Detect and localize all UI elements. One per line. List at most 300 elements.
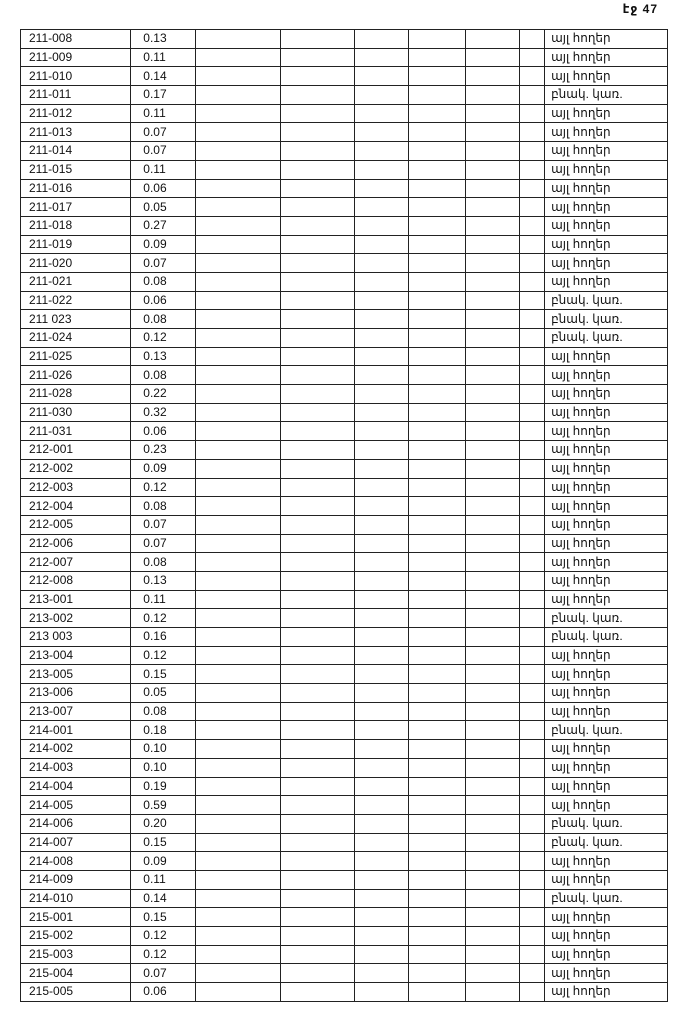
empty-cell — [466, 889, 520, 908]
empty-cell — [196, 478, 281, 497]
empty-cell — [466, 702, 520, 721]
empty-cell — [466, 86, 520, 105]
empty-cell — [281, 67, 355, 86]
empty-cell — [196, 777, 281, 796]
parcel-area-cell: 0.06 — [131, 179, 196, 198]
empty-cell — [466, 497, 520, 516]
empty-cell — [408, 142, 466, 161]
empty-cell — [354, 590, 408, 609]
land-use-cell: այլ հողեր — [545, 478, 668, 497]
land-use-cell: այլ հողեր — [545, 179, 668, 198]
empty-cell — [281, 758, 355, 777]
land-use-cell: բնակ. կառ. — [545, 833, 668, 852]
empty-cell — [196, 758, 281, 777]
empty-cell — [466, 571, 520, 590]
parcel-area-cell: 0.14 — [131, 67, 196, 86]
empty-cell — [466, 478, 520, 497]
land-use-cell: այլ հողեր — [545, 104, 668, 123]
empty-cell — [354, 441, 408, 460]
empty-cell — [408, 609, 466, 628]
empty-cell — [408, 702, 466, 721]
empty-cell — [466, 104, 520, 123]
table-row — [21, 721, 668, 740]
empty-cell — [354, 796, 408, 815]
empty-cell — [196, 310, 281, 329]
empty-cell — [281, 48, 355, 67]
empty-cell — [196, 422, 281, 441]
parcel-area-cell: 0.12 — [131, 945, 196, 964]
parcel-code-cell: 211 023 — [21, 310, 131, 329]
empty-cell — [408, 403, 466, 422]
table-row — [21, 366, 668, 385]
parcel-area-cell: 0.08 — [131, 702, 196, 721]
land-use-cell: այլ հողեր — [545, 160, 668, 179]
land-use-cell: այլ հողեր — [545, 740, 668, 759]
parcel-area-cell: 0.08 — [131, 366, 196, 385]
empty-cell — [408, 272, 466, 291]
land-use-cell: այլ հողեր — [545, 796, 668, 815]
empty-cell — [466, 347, 520, 366]
empty-cell — [466, 329, 520, 348]
empty-cell — [466, 665, 520, 684]
empty-cell — [408, 104, 466, 123]
parcel-code-cell: 211-020 — [21, 254, 131, 273]
empty-cell — [519, 665, 544, 684]
parcel-code-cell: 214-007 — [21, 833, 131, 852]
empty-cell — [281, 422, 355, 441]
empty-cell — [281, 833, 355, 852]
land-use-cell: բնակ. կառ. — [545, 721, 668, 740]
empty-cell — [281, 609, 355, 628]
empty-cell — [354, 665, 408, 684]
empty-cell — [281, 86, 355, 105]
empty-cell — [466, 179, 520, 198]
empty-cell — [519, 160, 544, 179]
empty-cell — [354, 179, 408, 198]
empty-cell — [519, 534, 544, 553]
empty-cell — [466, 646, 520, 665]
empty-cell — [354, 235, 408, 254]
empty-cell — [466, 758, 520, 777]
empty-cell — [466, 160, 520, 179]
empty-cell — [196, 347, 281, 366]
empty-cell — [196, 833, 281, 852]
empty-cell — [408, 814, 466, 833]
empty-cell — [354, 478, 408, 497]
table-row — [21, 216, 668, 235]
empty-cell — [281, 347, 355, 366]
empty-cell — [354, 403, 408, 422]
empty-cell — [281, 216, 355, 235]
empty-cell — [281, 459, 355, 478]
empty-cell — [196, 123, 281, 142]
parcel-area-cell: 0.07 — [131, 534, 196, 553]
empty-cell — [408, 571, 466, 590]
table-row — [21, 422, 668, 441]
empty-cell — [466, 796, 520, 815]
parcel-code-cell: 211-012 — [21, 104, 131, 123]
empty-cell — [354, 366, 408, 385]
parcel-area-cell: 0.15 — [131, 908, 196, 927]
empty-cell — [408, 964, 466, 983]
empty-cell — [196, 684, 281, 703]
table-row — [21, 628, 668, 647]
table-row — [21, 777, 668, 796]
empty-cell — [519, 123, 544, 142]
land-use-cell: այլ հողեր — [545, 515, 668, 534]
land-use-cell: այլ հողեր — [545, 198, 668, 217]
parcel-code-cell: 211-008 — [21, 30, 131, 49]
land-use-cell: այլ հողեր — [545, 983, 668, 1002]
table-row — [21, 123, 668, 142]
empty-cell — [519, 833, 544, 852]
empty-cell — [519, 497, 544, 516]
empty-cell — [408, 852, 466, 871]
empty-cell — [354, 142, 408, 161]
table-row — [21, 291, 668, 310]
empty-cell — [466, 216, 520, 235]
table-row — [21, 441, 668, 460]
empty-cell — [466, 777, 520, 796]
parcel-area-cell: 0.07 — [131, 142, 196, 161]
land-use-cell: այլ հողեր — [545, 385, 668, 404]
parcel-code-cell: 214-003 — [21, 758, 131, 777]
empty-cell — [281, 104, 355, 123]
parcel-code-cell: 211-028 — [21, 385, 131, 404]
empty-cell — [196, 814, 281, 833]
empty-cell — [281, 628, 355, 647]
empty-cell — [519, 590, 544, 609]
parcel-code-cell: 213-007 — [21, 702, 131, 721]
land-use-cell: բնակ. կառ. — [545, 814, 668, 833]
empty-cell — [196, 497, 281, 516]
empty-cell — [354, 721, 408, 740]
empty-cell — [408, 366, 466, 385]
table-row — [21, 48, 668, 67]
table-row — [21, 459, 668, 478]
empty-cell — [281, 310, 355, 329]
parcel-code-cell: 211-019 — [21, 235, 131, 254]
empty-cell — [519, 179, 544, 198]
empty-cell — [354, 104, 408, 123]
empty-cell — [196, 254, 281, 273]
land-use-cell: այլ հողեր — [545, 366, 668, 385]
empty-cell — [196, 291, 281, 310]
empty-cell — [408, 665, 466, 684]
table-row — [21, 964, 668, 983]
empty-cell — [196, 590, 281, 609]
land-use-cell: բնակ. կառ. — [545, 329, 668, 348]
land-use-cell: այլ հողեր — [545, 945, 668, 964]
land-use-cell: այլ հողեր — [545, 852, 668, 871]
empty-cell — [196, 852, 281, 871]
empty-cell — [281, 553, 355, 572]
land-use-cell: այլ հողեր — [545, 684, 668, 703]
parcel-code-cell: 212-005 — [21, 515, 131, 534]
empty-cell — [408, 684, 466, 703]
empty-cell — [466, 123, 520, 142]
parcel-area-cell: 0.12 — [131, 478, 196, 497]
empty-cell — [281, 123, 355, 142]
parcel-area-cell: 0.20 — [131, 814, 196, 833]
land-use-cell: այլ հողեր — [545, 646, 668, 665]
empty-cell — [354, 740, 408, 759]
empty-cell — [466, 534, 520, 553]
empty-cell — [354, 777, 408, 796]
empty-cell — [519, 852, 544, 871]
empty-cell — [519, 30, 544, 49]
empty-cell — [519, 571, 544, 590]
parcel-code-cell: 211-024 — [21, 329, 131, 348]
empty-cell — [196, 403, 281, 422]
empty-cell — [281, 571, 355, 590]
table-row — [21, 702, 668, 721]
table-row — [21, 927, 668, 946]
empty-cell — [196, 235, 281, 254]
empty-cell — [519, 403, 544, 422]
parcel-code-cell: 211-013 — [21, 123, 131, 142]
empty-cell — [466, 852, 520, 871]
empty-cell — [354, 908, 408, 927]
empty-cell — [466, 628, 520, 647]
empty-cell — [354, 347, 408, 366]
empty-cell — [281, 179, 355, 198]
empty-cell — [281, 684, 355, 703]
table-row — [21, 945, 668, 964]
land-use-cell: այլ հողեր — [545, 216, 668, 235]
empty-cell — [281, 740, 355, 759]
table-row — [21, 86, 668, 105]
parcel-code-cell: 211-031 — [21, 422, 131, 441]
table-row — [21, 534, 668, 553]
table-row — [21, 796, 668, 815]
table-row — [21, 515, 668, 534]
empty-cell — [519, 702, 544, 721]
land-use-cell: այլ հողեր — [545, 590, 668, 609]
parcel-code-cell: 211-016 — [21, 179, 131, 198]
empty-cell — [196, 366, 281, 385]
parcel-area-cell: 0.07 — [131, 515, 196, 534]
parcel-area-cell: 0.06 — [131, 983, 196, 1002]
parcel-code-cell: 214-004 — [21, 777, 131, 796]
parcel-area-cell: 0.15 — [131, 833, 196, 852]
empty-cell — [354, 945, 408, 964]
empty-cell — [466, 198, 520, 217]
parcel-area-cell: 0.15 — [131, 665, 196, 684]
empty-cell — [196, 740, 281, 759]
empty-cell — [281, 852, 355, 871]
land-use-cell: այլ հողեր — [545, 571, 668, 590]
empty-cell — [519, 441, 544, 460]
empty-cell — [519, 235, 544, 254]
parcel-area-cell: 0.06 — [131, 291, 196, 310]
empty-cell — [196, 329, 281, 348]
parcel-area-cell: 0.05 — [131, 198, 196, 217]
parcel-code-cell: 212-007 — [21, 553, 131, 572]
empty-cell — [408, 385, 466, 404]
empty-cell — [281, 235, 355, 254]
parcel-code-cell: 211-009 — [21, 48, 131, 67]
empty-cell — [519, 870, 544, 889]
empty-cell — [466, 67, 520, 86]
empty-cell — [354, 254, 408, 273]
empty-cell — [519, 422, 544, 441]
parcel-code-cell: 214-006 — [21, 814, 131, 833]
empty-cell — [196, 665, 281, 684]
parcel-area-cell: 0.12 — [131, 927, 196, 946]
empty-cell — [196, 30, 281, 49]
empty-cell — [281, 329, 355, 348]
empty-cell — [466, 590, 520, 609]
empty-cell — [408, 160, 466, 179]
empty-cell — [281, 142, 355, 161]
empty-cell — [196, 179, 281, 198]
empty-cell — [519, 927, 544, 946]
table-row — [21, 235, 668, 254]
empty-cell — [196, 889, 281, 908]
land-use-cell: այլ հողեր — [545, 441, 668, 460]
empty-cell — [466, 459, 520, 478]
empty-cell — [519, 796, 544, 815]
empty-cell — [281, 702, 355, 721]
empty-cell — [519, 684, 544, 703]
empty-cell — [466, 945, 520, 964]
table-row — [21, 814, 668, 833]
parcel-code-cell: 212-008 — [21, 571, 131, 590]
empty-cell — [519, 721, 544, 740]
empty-cell — [519, 329, 544, 348]
parcel-area-cell: 0.09 — [131, 235, 196, 254]
parcel-area-cell: 0.12 — [131, 609, 196, 628]
land-use-cell: այլ հողեր — [545, 254, 668, 273]
empty-cell — [354, 646, 408, 665]
parcel-area-cell: 0.11 — [131, 48, 196, 67]
empty-cell — [519, 366, 544, 385]
empty-cell — [354, 870, 408, 889]
empty-cell — [408, 796, 466, 815]
land-use-cell: այլ հողեր — [545, 30, 668, 49]
empty-cell — [466, 235, 520, 254]
empty-cell — [408, 515, 466, 534]
empty-cell — [408, 590, 466, 609]
empty-cell — [354, 329, 408, 348]
land-use-cell: այլ հողեր — [545, 777, 668, 796]
table-row — [21, 142, 668, 161]
empty-cell — [408, 254, 466, 273]
land-use-cell: այլ հողեր — [545, 403, 668, 422]
parcel-code-cell: 211-018 — [21, 216, 131, 235]
table-row — [21, 833, 668, 852]
parcel-code-cell: 214-005 — [21, 796, 131, 815]
empty-cell — [408, 216, 466, 235]
parcel-area-cell: 0.11 — [131, 160, 196, 179]
parcel-code-cell: 215-004 — [21, 964, 131, 983]
land-use-cell: այլ հողեր — [545, 553, 668, 572]
parcel-code-cell: 211-026 — [21, 366, 131, 385]
land-use-cell: այլ հողեր — [545, 908, 668, 927]
empty-cell — [519, 291, 544, 310]
table-row — [21, 908, 668, 927]
empty-cell — [466, 870, 520, 889]
empty-cell — [196, 142, 281, 161]
empty-cell — [281, 777, 355, 796]
empty-cell — [466, 366, 520, 385]
land-use-cell: այլ հողեր — [545, 272, 668, 291]
parcel-area-cell: 0.05 — [131, 684, 196, 703]
empty-cell — [354, 684, 408, 703]
empty-cell — [466, 48, 520, 67]
empty-cell — [408, 86, 466, 105]
empty-cell — [281, 889, 355, 908]
parcel-code-cell: 211-022 — [21, 291, 131, 310]
empty-cell — [196, 628, 281, 647]
empty-cell — [466, 609, 520, 628]
empty-cell — [408, 497, 466, 516]
parcel-area-cell: 0.13 — [131, 571, 196, 590]
empty-cell — [281, 478, 355, 497]
empty-cell — [408, 123, 466, 142]
empty-cell — [519, 964, 544, 983]
empty-cell — [281, 796, 355, 815]
land-use-cell: այլ հողեր — [545, 964, 668, 983]
land-use-cell: բնակ. կառ. — [545, 628, 668, 647]
empty-cell — [354, 553, 408, 572]
land-use-cell: այլ հողեր — [545, 870, 668, 889]
table-row — [21, 329, 668, 348]
land-use-cell: այլ հողեր — [545, 702, 668, 721]
parcel-area-cell: 0.17 — [131, 86, 196, 105]
parcel-code-cell: 213 003 — [21, 628, 131, 647]
empty-cell — [281, 908, 355, 927]
empty-cell — [466, 291, 520, 310]
parcel-code-cell: 211-011 — [21, 86, 131, 105]
parcel-code-cell: 215-005 — [21, 983, 131, 1002]
parcel-code-cell: 211-030 — [21, 403, 131, 422]
empty-cell — [196, 86, 281, 105]
empty-cell — [519, 347, 544, 366]
parcel-code-cell: 211-015 — [21, 160, 131, 179]
empty-cell — [281, 534, 355, 553]
empty-cell — [466, 684, 520, 703]
table-row — [21, 310, 668, 329]
empty-cell — [354, 272, 408, 291]
land-use-cell: այլ հողեր — [545, 235, 668, 254]
table-row — [21, 870, 668, 889]
empty-cell — [408, 553, 466, 572]
table-row — [21, 684, 668, 703]
parcel-area-cell: 0.12 — [131, 329, 196, 348]
empty-cell — [354, 609, 408, 628]
empty-cell — [196, 216, 281, 235]
empty-cell — [354, 758, 408, 777]
parcel-code-cell: 215-003 — [21, 945, 131, 964]
parcel-area-cell: 0.59 — [131, 796, 196, 815]
parcel-area-cell: 0.14 — [131, 889, 196, 908]
empty-cell — [519, 459, 544, 478]
table-row — [21, 571, 668, 590]
empty-cell — [354, 852, 408, 871]
table-row — [21, 852, 668, 871]
table-row — [21, 665, 668, 684]
empty-cell — [354, 198, 408, 217]
parcel-area-cell: 0.07 — [131, 123, 196, 142]
empty-cell — [281, 497, 355, 516]
empty-cell — [196, 945, 281, 964]
empty-cell — [196, 964, 281, 983]
table-row — [21, 30, 668, 49]
table-row — [21, 983, 668, 1002]
empty-cell — [466, 927, 520, 946]
